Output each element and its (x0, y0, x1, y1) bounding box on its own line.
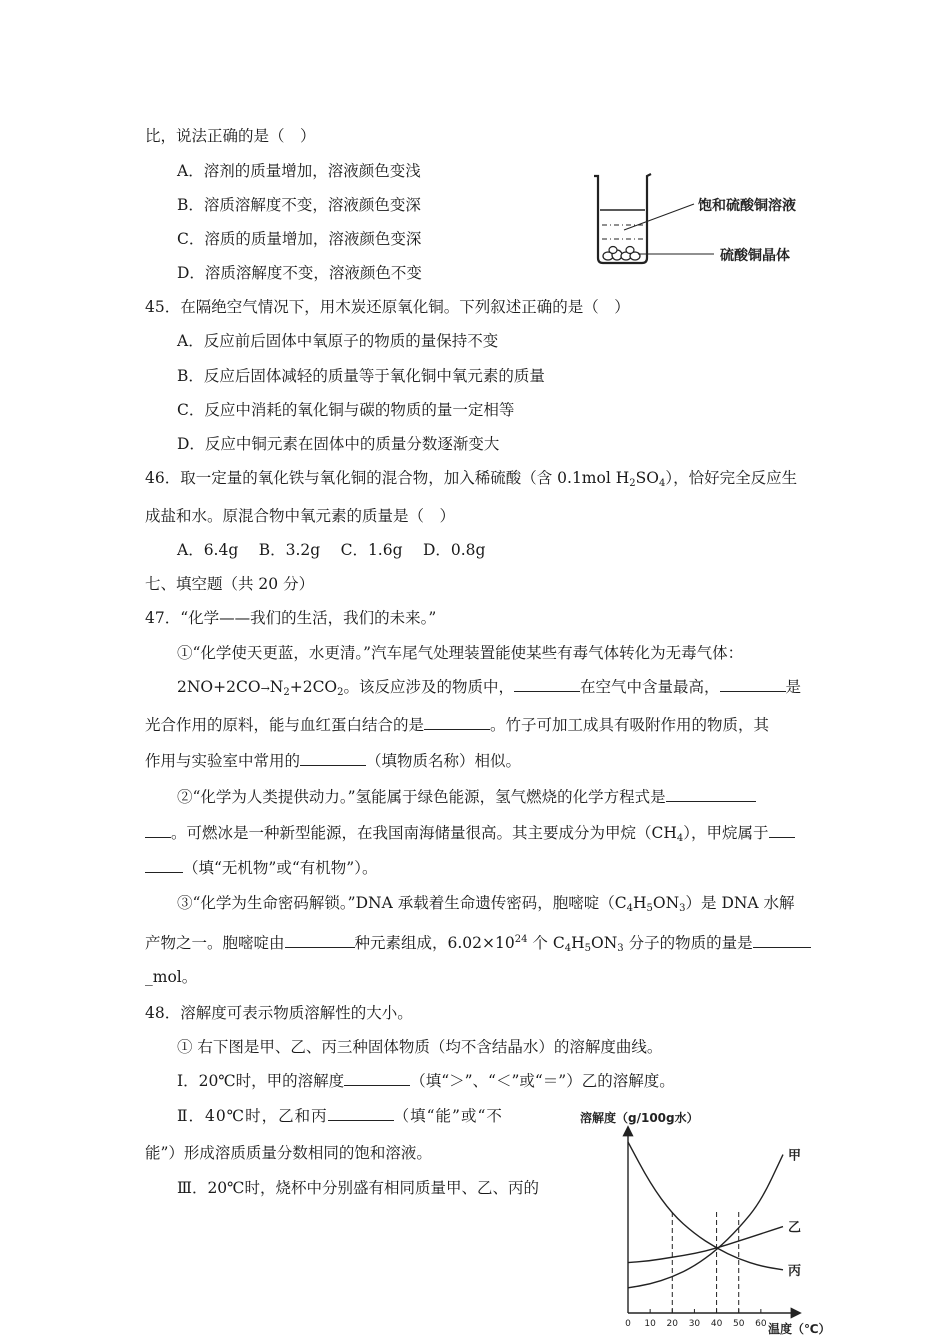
answer-blank[interactable] (769, 823, 795, 838)
q45-option-c: C．反应中消耗的氧化铜与碳的物质的量一定相等 (177, 401, 515, 419)
x-tick-label: 50 (732, 1319, 745, 1329)
q46-stem: 46．取一定量的氧化铁与氧化铜的混合物，加入稀硫酸（含 0.1mol $H_2SO_4$），恰好完全反应生 (145, 469, 798, 489)
q48-stem: 48．溶解度可表示物质溶解性的大小。 (145, 1004, 413, 1022)
solution-pointer (624, 204, 694, 230)
q44-option-d: D．溶质溶解度不变，溶液颜色不变 (177, 264, 422, 282)
label-saturated-solution: 饱和硫酸铜溶液 (698, 198, 796, 214)
q44-option-b: B．溶质溶解度不变，溶液颜色变深 (177, 196, 421, 214)
q47-part3-line2: 产物之一。胞嘧啶由 种元素组成，$6.02\times 10^{24}$ 个 $C_4H_5ON_3$ 分子的物质的量是 (145, 930, 811, 959)
section-heading: 七、填空题（共 20 分） (145, 575, 315, 593)
answer-blank[interactable] (753, 933, 811, 948)
answer-blank[interactable] (666, 787, 756, 802)
answer-blank[interactable] (145, 823, 171, 838)
x-tick-label: 0 (625, 1319, 631, 1329)
crystal-pile (603, 247, 640, 261)
answer-blank[interactable] (328, 1106, 394, 1121)
answer-blank[interactable] (285, 933, 355, 948)
x-tick-label: 40 (710, 1319, 723, 1329)
q44-option-a: A．溶剂的质量增加，溶液颜色变浅 (177, 162, 421, 180)
x-axis-label: 温度（℃） (768, 1322, 831, 1336)
q48-part1: ① 右下图是甲、乙、丙三种固体物质（均不含结晶水）的溶解度曲线。 (177, 1038, 663, 1056)
q47-part3-line3: _mol。 (145, 968, 198, 986)
q48-item-iii: Ⅲ．20℃时，烧杯中分别盛有相同质量甲、乙、丙的 (177, 1179, 540, 1197)
q46-options: A．6.4g B．3.2g C．1.6g D．0.8g (177, 541, 486, 559)
q45-stem: 45．在隔绝空气情况下，用木炭还原氧化铜。下列叙述正确的是（ ） (145, 298, 630, 316)
q44-stem: 比，说法正确的是（ ） (145, 127, 316, 145)
answer-blank[interactable] (145, 858, 183, 873)
answer-blank[interactable] (344, 1071, 410, 1086)
chemical-equation: $2NO+2CO\to N_2+2CO_2$ (177, 678, 344, 698)
q46-stem-line2: 成盐和水。原混合物中氧元素的质量是（ ） (145, 507, 456, 525)
solubility-chart (575, 1104, 850, 1344)
q48-item-ii-line2: 能”）形成溶质质量分数相同的饱和溶液。 (145, 1144, 432, 1162)
answer-blank[interactable] (424, 715, 490, 730)
q47-part1-line3: 光合作用的原料，能与血红蛋白结合的是 。竹子可加工成具有吸附作用的物质，其 (145, 716, 770, 734)
answer-blank[interactable] (300, 751, 366, 766)
label-crystal: 硫酸铜晶体 (720, 248, 790, 264)
answer-blank[interactable] (514, 677, 580, 692)
q47-part2-line2: 。可燃冰是一种新型能源，在我国南海储量很高。其主要成分为甲烷$(CH_4)$，甲烷属于 (145, 823, 795, 849)
q44-option-c: C．溶质的质量增加，溶液颜色变深 (177, 230, 422, 248)
q47-part3-line1: ③“化学为生命密码解锁。”DNA 承载着生命遗传密码，胞嘧啶$(C_4H_5ON_3)$是 DNA 水解 (177, 894, 795, 914)
q47-part1-line4: 作用与实验室中常用的 （填物质名称）相似。 (145, 752, 522, 770)
series-curve-0 (628, 1155, 783, 1288)
beaker-figure (588, 168, 818, 268)
series-label-1: 乙 (788, 1220, 802, 1236)
series-curve-1 (628, 1227, 783, 1263)
answer-blank[interactable] (720, 677, 786, 692)
q45-option-b: B．反应后固体减轻的质量等于氧化铜中氧元素的质量 (177, 367, 545, 385)
series-label-0: 甲 (788, 1148, 802, 1164)
x-tick-label: 10 (644, 1319, 656, 1329)
q45-option-d: D．反应中铜元素在固体中的质量分数逐渐变大 (177, 435, 500, 453)
series-label-2: 丙 (788, 1263, 802, 1279)
beaker-outline (594, 174, 651, 263)
q48-item-ii: Ⅱ．40℃时，乙和丙 （填“能”或“不 (177, 1107, 503, 1125)
x-tick-label: 30 (688, 1319, 701, 1329)
q47-part1-line1: ①“化学使天更蓝，水更清。”汽车尾气处理装置能使某些有毒气体转化为无毒气体： (177, 644, 744, 662)
q47-stem: 47．“化学——我们的生活，我们的未来。” (145, 609, 437, 627)
q47-part1-line2: $2NO+2CO\to N_2+2CO_2$。该反应涉及的物质中， 在空气中含量最高， 是 (177, 678, 802, 698)
q45-option-a: A．反应前后固体中氧原子的物质的量保持不变 (177, 332, 499, 350)
q47-part2-line3: （填“无机物”或“有机物”）。 (145, 858, 377, 878)
q48-item-i: Ⅰ．20℃时，甲的溶解度 （填“＞”、“＜”或“＝”）乙的溶解度。 (177, 1072, 675, 1090)
x-tick-label: 60 (755, 1319, 767, 1329)
q47-part2-line1: ②“化学为人类提供动力。”氢能属于绿色能源，氢气燃烧的化学方程式是 (177, 787, 756, 807)
y-axis-label: 溶解度（g/100g水） (580, 1111, 699, 1125)
x-tick-label: 20 (666, 1319, 679, 1329)
